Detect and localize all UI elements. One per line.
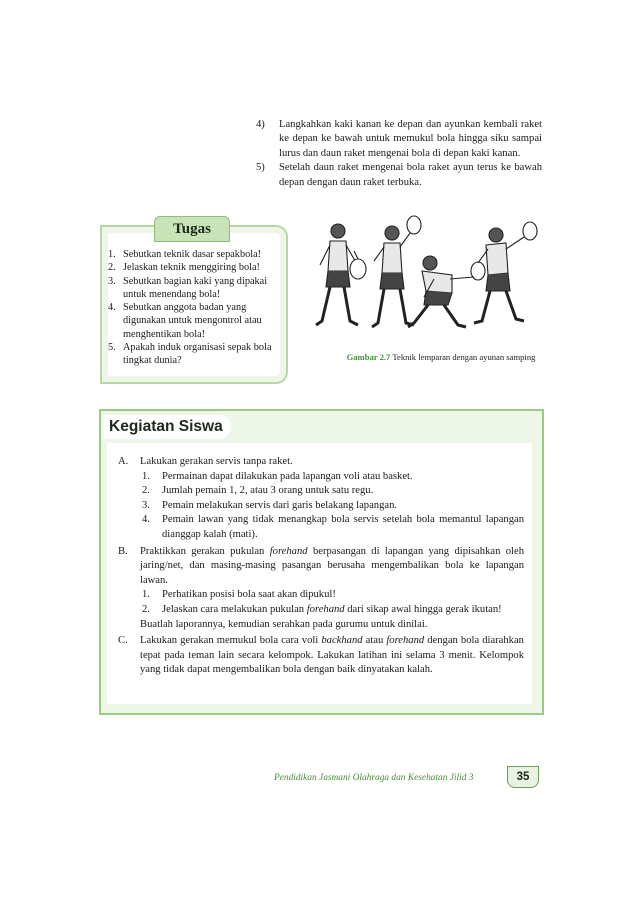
item-number: 1. (142, 589, 150, 601)
tugas-item-text: Sebutkan anggota badan yang digunakan untuk mengontrol atau menghentikan bola! (123, 302, 262, 340)
tugas-title: Tugas (154, 216, 230, 242)
tugas-item (108, 301, 278, 341)
step-text: Langkahkan kaki kanan ke depan dan ayunkan kembali raket ke depan ke bawah untuk memukul bola hingga siku sampai lurus dan daun raket mengenai bola di depan kaki kanan. (279, 119, 542, 159)
section-letter: B. (118, 545, 128, 557)
figure-label: Gambar 2.7 (346, 352, 391, 362)
item-number: 1. (142, 470, 150, 482)
section-b-closing: Buatlah laporannya, kemudian serahkan pada gurumu untuk dinilai. (140, 618, 428, 630)
item-text: Permainan dapat dilakukan pada lapangan voli atau basket. (162, 470, 413, 482)
section-a-item (140, 499, 524, 514)
item-text: Jumlah pemain 1, 2, atau 3 orang untuk satu regu. (162, 485, 374, 497)
tugas-item-text: Jelaskan teknik menggiring bola! (123, 262, 260, 274)
kegiatan-siswa-title: Kegiatan Siswa (103, 415, 231, 439)
kegiatan-siswa-content (118, 455, 524, 678)
tugas-item-number: 2. (108, 262, 116, 274)
section-b-item (140, 588, 524, 603)
player-figure (372, 216, 421, 327)
section-a-item (140, 484, 524, 499)
tugas-item-number: 5. (108, 342, 116, 354)
badminton-players-illustration (302, 213, 542, 343)
step-text: Setelah daun raket mengenai bola raket ayun terus ke bawah depan dengan daun raket terbuka. (279, 162, 542, 188)
section-text: Praktikkan gerakan pukulan (140, 545, 270, 557)
section-a-item (140, 513, 524, 542)
step-number: 4) (256, 119, 265, 130)
item-number: 2. (142, 485, 150, 497)
book-title: Pendidikan Jasmani Olahraga dan Kesehatan Jilid 3 (274, 773, 474, 783)
tugas-item-number: 1. (108, 249, 116, 260)
section-text: dengan bola diarahkan tepat pada teman lain secara kelompok. Lakukan latihan ini selama 3 menit. Kelompok yang tidak dapat mengembalikan bola dengan baik dinyatakan kalah. (140, 635, 524, 676)
tugas-item-number: 4. (108, 302, 116, 314)
step-5 (256, 161, 542, 190)
step-number: 5) (256, 162, 265, 174)
section-text: Lakukan gerakan servis tanpa raket. (140, 456, 293, 467)
tugas-item-text: Sebutkan bagian kaki yang dipakai untuk menendang bola! (123, 275, 268, 300)
figure-caption (336, 352, 546, 363)
section-text: atau (362, 635, 387, 647)
player-figure (408, 256, 485, 327)
tugas-item (108, 248, 278, 261)
section-text: berpasangan di lapangan yang dipisahkan oleh jaring/net, dan masing-masing pasangan berusaha mengembalikan bola ke lapangan lawan. (140, 545, 524, 586)
tugas-list (108, 248, 278, 368)
section-a-item (140, 470, 524, 485)
section-a (118, 455, 524, 543)
section-text-italic: forehand (386, 635, 425, 647)
section-letter: C. (118, 635, 128, 647)
item-text: Pemain lawan yang tidak menangkap bola servis setelah bola memantul lapangan dianggap kalah (mati). (162, 514, 524, 540)
section-b (118, 545, 524, 633)
item-text: Jelaskan cara melakukan pukulan (162, 603, 307, 615)
tugas-item (108, 261, 278, 274)
tugas-item-text: Sebutkan teknik dasar sepakbola! (123, 249, 262, 260)
item-text: Pemain melakukan servis dari garis belakang lapangan. (162, 499, 398, 511)
item-text: Perhatikan posisi bola saat akan dipukul! (162, 589, 336, 601)
item-number: 2. (142, 603, 150, 615)
page-number: 35 (507, 766, 539, 788)
section-text: Lakukan gerakan memukul bola cara voli (140, 635, 322, 647)
item-text-italic: forehand (306, 603, 345, 615)
procedure-steps (256, 118, 542, 190)
tugas-item-text: Apakah induk organisasi sepak bola tingkat dunia? (123, 342, 272, 367)
section-letter: A. (118, 456, 129, 467)
section-text-italic: backhand (321, 635, 363, 647)
item-text: dari sikap awal hingga gerak ikutan! (344, 603, 502, 615)
tugas-item-number: 3. (108, 275, 116, 287)
figure-caption-text: Teknik lemparan dengan ayunan samping (392, 352, 536, 362)
section-c (118, 634, 524, 678)
section-text-italic: forehand (269, 545, 308, 557)
item-number: 4. (142, 514, 150, 526)
tugas-item (108, 275, 278, 302)
section-b-item (140, 603, 524, 618)
player-figure (316, 224, 366, 325)
step-4 (256, 118, 542, 161)
tugas-item (108, 341, 278, 368)
item-number: 3. (142, 499, 150, 511)
